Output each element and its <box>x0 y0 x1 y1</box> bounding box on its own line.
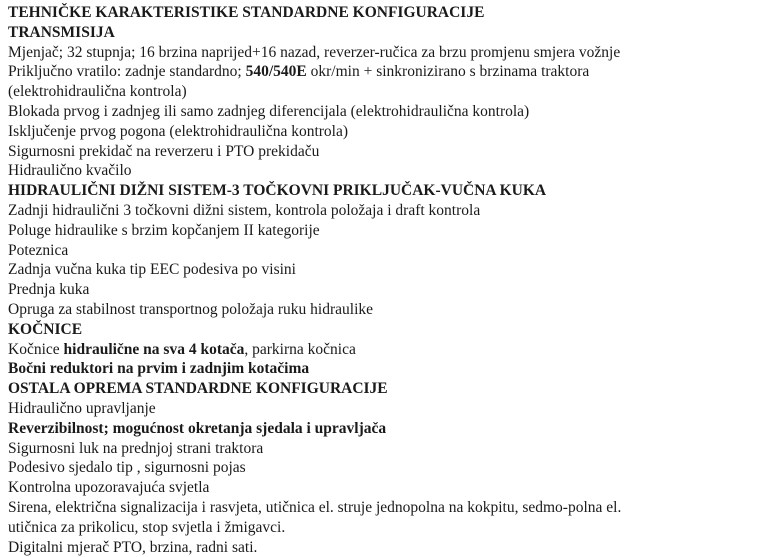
spec-line <box>8 359 764 379</box>
text-segment: Zadnja vučna kuka tip EEC podesiva po visini <box>8 261 296 279</box>
text-segment: Priključno vratilo: zadnje standardno; <box>8 63 246 81</box>
text-segment: Hidraulično kvačilo <box>8 162 132 180</box>
text-segment: Hidraulično upravljanje <box>8 399 156 417</box>
spec-line <box>8 498 764 518</box>
text-segment: Blokada prvog i zadnjeg ili samo zadnjeg diferencijala (elektrohidraulična kontrola) <box>8 102 530 120</box>
text-segment: Opruga za stabilnost transportnog položaja ruku hidraulike <box>8 300 374 318</box>
spec-line <box>8 260 764 280</box>
text-segment: Sigurnosni luk na prednjoj strani traktora <box>8 439 264 457</box>
text-segment: Poteznica <box>8 241 69 259</box>
text-segment: Zadnji hidraulični 3 točkovni dižni sistem, kontrola položaja i draft kontrola <box>8 201 481 219</box>
spec-list <box>8 23 764 557</box>
doc-title: TEHNIČKE KARAKTERISTIKE STANDARDNE KONFIGURACIJE <box>8 4 485 21</box>
section-heading: HIDRAULIČNI DIŽNI SISTEM-3 TOČKOVNI PRIKLJUČAK-VUČNA KUKA <box>8 182 547 200</box>
text-segment: okr/min + sinkronizirano s brzinama traktora <box>306 63 590 81</box>
section-heading: KOČNICE <box>8 320 83 338</box>
text-segment: Digitalni mjerač PTO, brzina, radni sati. <box>8 538 258 556</box>
spec-line <box>8 122 764 142</box>
text-segment: Prednja kuka <box>8 281 90 299</box>
text-segment: (elektrohidraulična kontrola) <box>8 83 187 101</box>
text-segment: Sigurnosni prekidač na reverzeru i PTO prekidaču <box>8 142 320 160</box>
section-heading: OSTALA OPREMA STANDARDNE KONFIGURACIJE <box>8 380 388 398</box>
text-segment: 540/540E <box>245 63 307 81</box>
spec-line <box>8 439 764 459</box>
text-segment: Isključenje prvog pogona (elektrohidraulična kontrola) <box>8 122 349 140</box>
spec-line <box>8 43 764 63</box>
spec-line <box>8 399 764 419</box>
text-segment: Poluge hidraulike s brzim kopčanjem II kategorije <box>8 221 320 239</box>
text-segment: Mjenjač; 32 stupnja; 16 brzina naprijed+16 nazad, reverzer-ručica za brzu promjenu smjera vožnje <box>8 43 621 61</box>
text-segment: , parkirna kočnica <box>244 340 356 358</box>
spec-line <box>8 62 764 82</box>
spec-line <box>8 161 764 181</box>
section-heading: TRANSMISIJA <box>8 23 115 41</box>
spec-line <box>8 82 764 102</box>
text-segment: hidraulične na sva 4 kotača <box>63 340 245 358</box>
text-segment: Bočni reduktori na prvim i zadnjim kotačima <box>8 360 310 378</box>
text-segment: utičnica za prikolicu, stop svjetla i žmigavci. <box>8 518 286 536</box>
spec-line <box>8 221 764 241</box>
spec-line <box>8 518 764 538</box>
spec-line <box>8 458 764 478</box>
text-segment: Podesivo sjedalo tip , sigurnosni pojas <box>8 459 246 477</box>
spec-line <box>8 478 764 498</box>
text-segment: Kontrolna upozoravajuća svjetla <box>8 479 210 497</box>
text-segment: Reverzibilnost; mogućnost okretanja sjedala i upravljača <box>8 419 387 437</box>
spec-line <box>8 538 764 557</box>
text-segment: Sirena, električna signalizacija i rasvjeta, utičnica el. struje jednopolna na kokpitu, sedmo-polna el. <box>8 498 622 516</box>
text-segment: Kočnice <box>8 340 64 358</box>
spec-line <box>8 280 764 300</box>
spec-line <box>8 241 764 261</box>
spec-line <box>8 142 764 162</box>
spec-line <box>8 419 764 439</box>
spec-line <box>8 300 764 320</box>
spec-line <box>8 102 764 122</box>
spec-line <box>8 201 764 221</box>
spec-line <box>8 340 764 360</box>
